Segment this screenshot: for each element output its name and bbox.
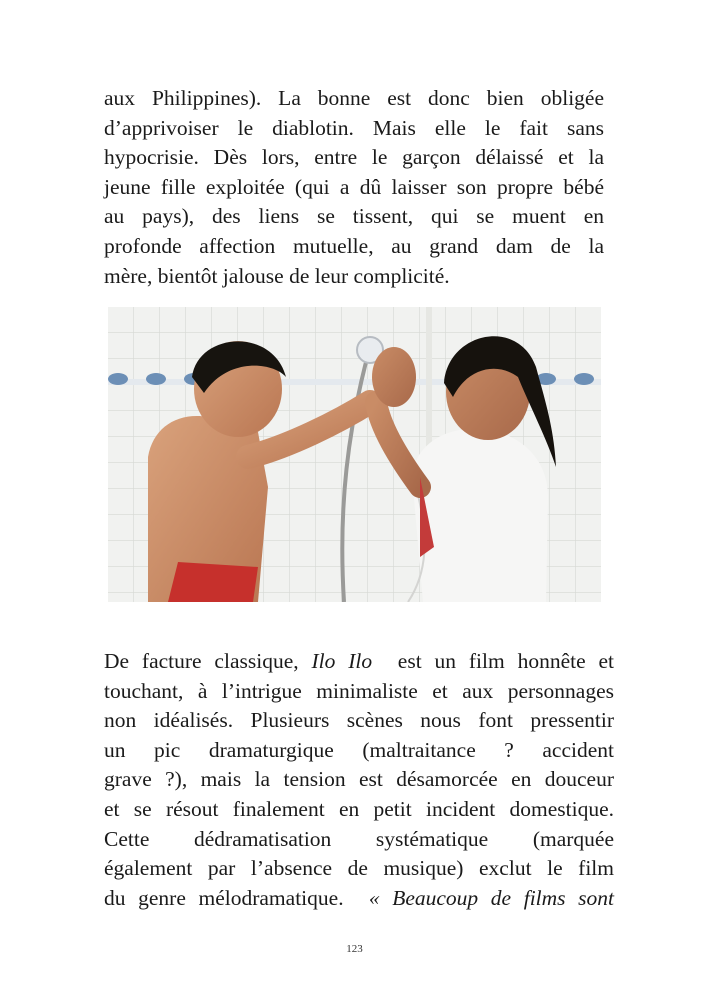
text-line: touchant, à l’intrigue minimaliste et aux personnages <box>104 678 614 703</box>
page-number: 123 <box>346 943 363 955</box>
film-still-photo <box>108 307 601 602</box>
text-line: d’apprivoiser le diablotin. Mais elle le fait sans <box>104 115 604 140</box>
text-line: hypocrisie. Dès lors, entre le garçon délaissé et la <box>104 145 604 170</box>
text-line: et se résout finalement en petit incident domestique. <box>104 796 614 821</box>
film-title: Ilo Ilo <box>311 649 373 673</box>
text-line: aux Philippines). La bonne est donc bien obligée <box>104 86 604 110</box>
text-line: jeune fille exploitée (qui a dû laisser son propre bébé <box>104 174 604 199</box>
text-line: mère, bientôt jalouse de leur complicité. <box>104 263 450 288</box>
text-line <box>104 884 614 914</box>
text-line: profonde affection mutuelle, au grand dam de la <box>104 233 604 258</box>
text-segment: De facture classique, <box>104 649 312 673</box>
text-line: également par l’absence de musique) exclut le film <box>104 856 614 881</box>
text-line: non idéalisés. Plusieurs scènes nous font pressentir <box>104 708 614 733</box>
text-line: au pays), des liens se tissent, qui se muent en <box>104 204 604 229</box>
text-line: grave ?), mais la tension est désamorcée en douceur <box>104 767 614 792</box>
text-line <box>104 647 614 677</box>
text-segment: du genre mélodramatique. <box>104 885 369 910</box>
text-segment: est un film honnête et <box>372 649 614 673</box>
film-still-illustration <box>108 307 601 602</box>
text-line: Cette dédramatisation systématique (marquée <box>104 826 614 851</box>
text-line: un pic dramaturgique (maltraitance ? accident <box>104 737 614 762</box>
paragraph-2 <box>104 647 614 913</box>
paragraph-1 <box>104 84 604 291</box>
quote-start: « Beaucoup de films sont <box>368 885 614 910</box>
